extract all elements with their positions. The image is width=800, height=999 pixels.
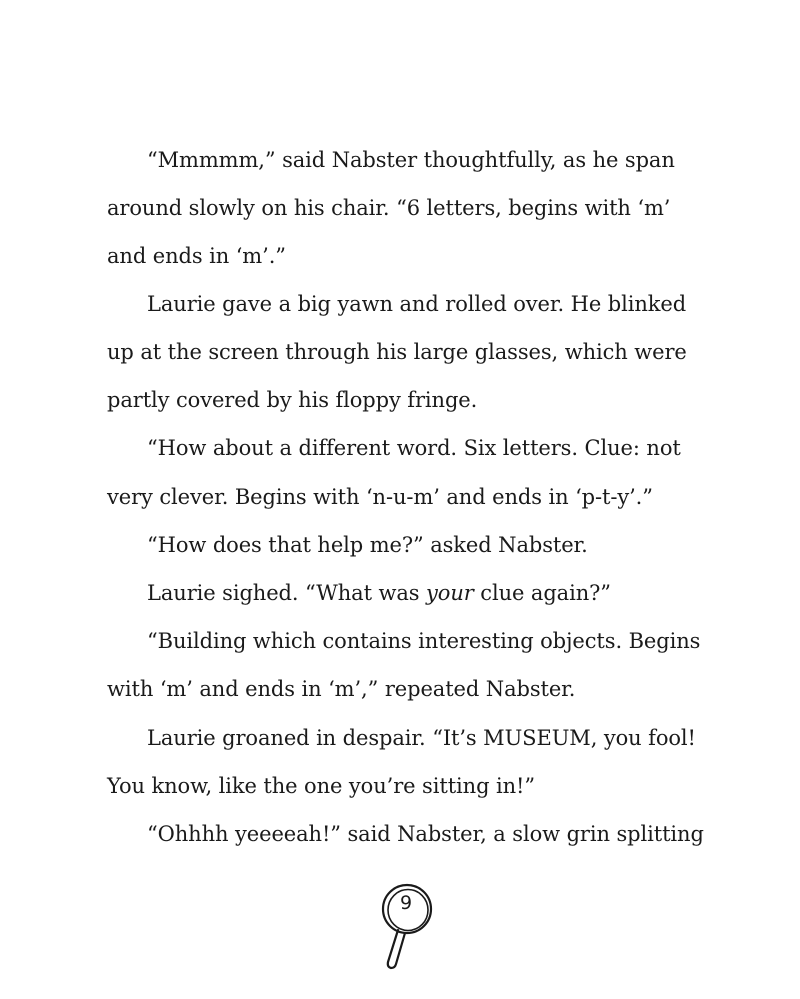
text-segment: clue again?” <box>473 581 611 605</box>
text-line: up at the screen through his large glasses, which were <box>107 340 687 364</box>
text-line: Laurie groaned in despair. “It’s MUSEUM, you fool! <box>147 726 696 750</box>
text-line: You know, like the one you’re sitting in!” <box>107 774 536 798</box>
text-line: “How about a different word. Six letters. Clue: not <box>147 436 681 460</box>
text-line: very clever. Begins with ‘n-u-m’ and ends in ‘p-t-y’.” <box>107 485 653 509</box>
text-line <box>147 569 611 617</box>
text-line: “How does that help me?” asked Nabster. <box>147 533 588 557</box>
text-line: partly covered by his floppy fringe. <box>107 388 478 412</box>
page-number: 9 <box>399 892 413 914</box>
text-line: “Building which contains interesting objects. Begins <box>147 629 701 653</box>
italic-word: your <box>426 581 474 605</box>
text-line: around slowly on his chair. “6 letters, begins with ‘m’ <box>107 196 671 220</box>
text-line: and ends in ‘m’.” <box>107 244 286 268</box>
text-line: with ‘m’ and ends in ‘m’,” repeated Nabster. <box>107 677 576 701</box>
text-line: “Mmmmm,” said Nabster thoughtfully, as he span <box>147 148 675 172</box>
text-line: “Ohhhh yeeeeah!” said Nabster, a slow grin splitting <box>147 822 704 846</box>
page-number-marker <box>375 880 439 972</box>
text-line: Laurie gave a big yawn and rolled over. He blinked <box>147 292 687 316</box>
text-segment: Laurie sighed. “What was <box>147 581 427 605</box>
